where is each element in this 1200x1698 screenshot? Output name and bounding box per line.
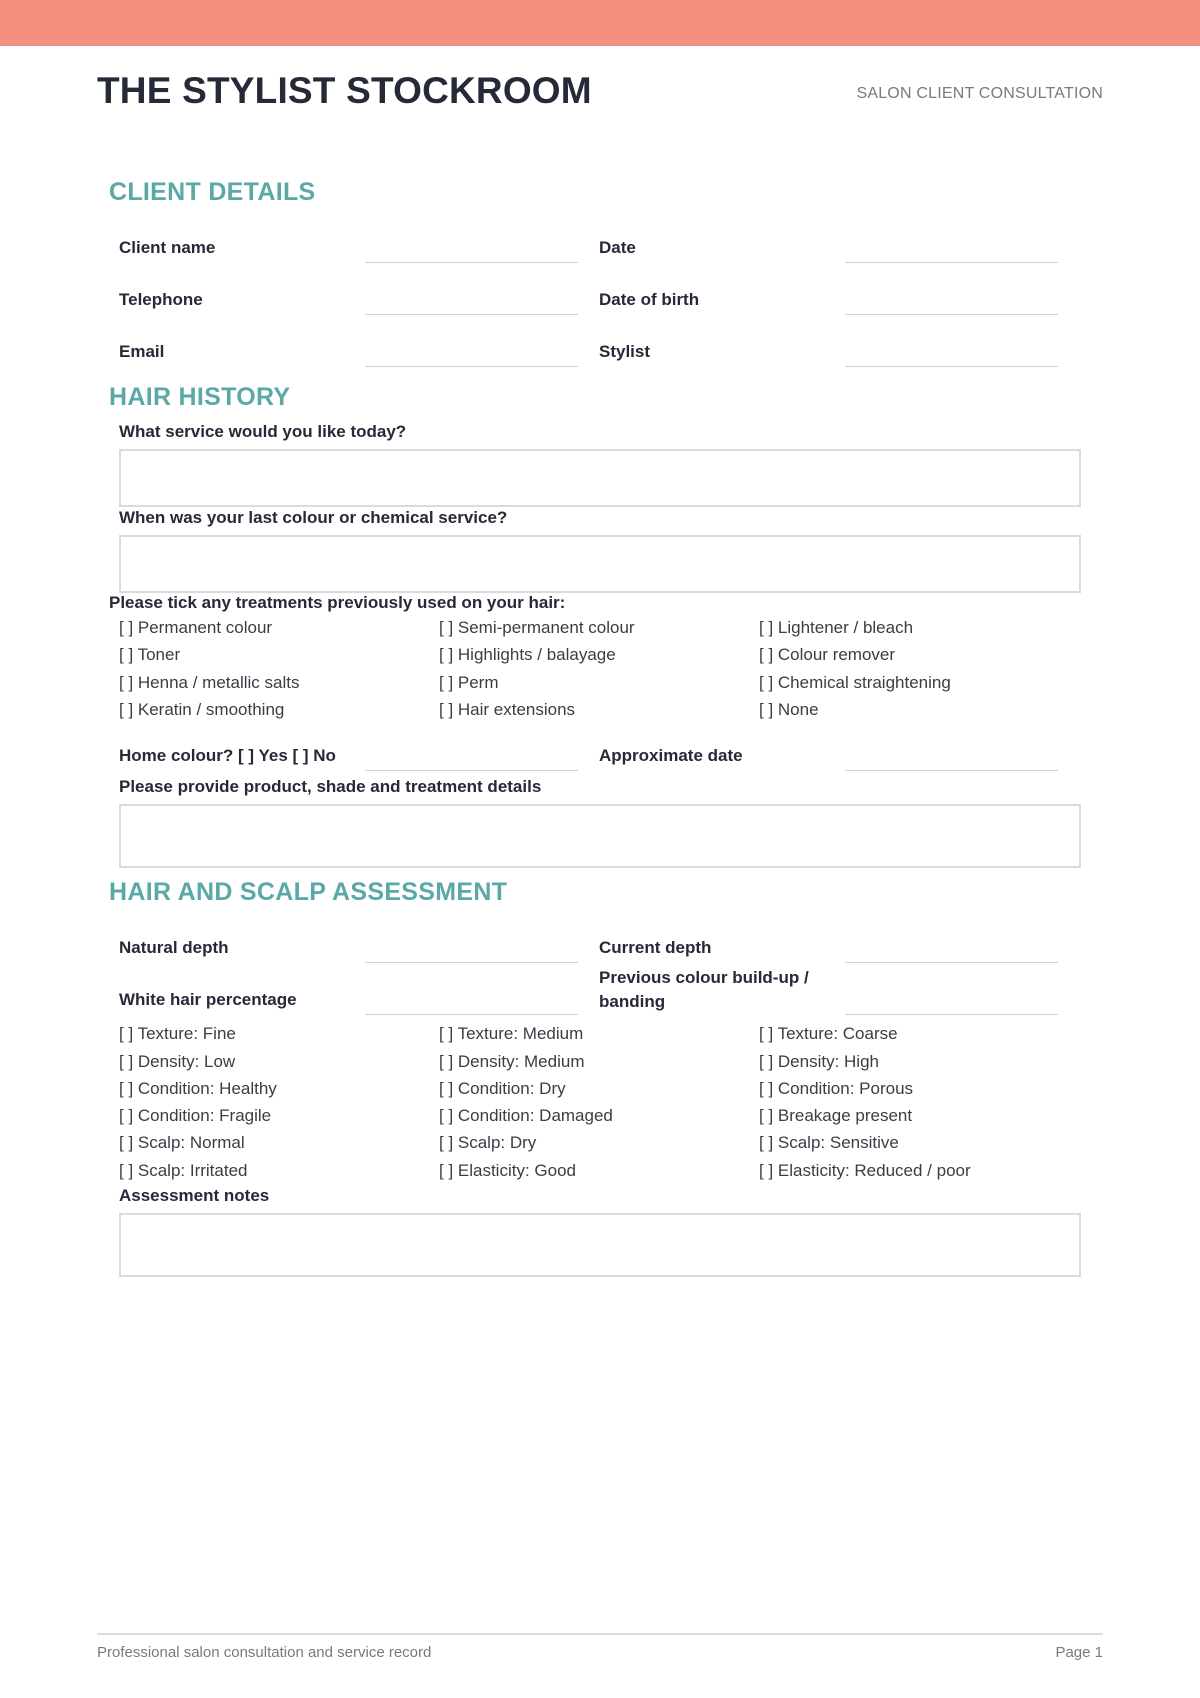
home-colour-field[interactable] (365, 770, 578, 771)
document-label: SALON CLIENT CONSULTATION (856, 85, 1103, 102)
assessment-checkbox[interactable]: [ ] Texture: Medium (439, 1024, 584, 1043)
treatments-prompt: Please tick any treatments previously used on your hair: (109, 593, 566, 612)
assessment-checkbox[interactable]: [ ] Condition: Dry (439, 1079, 566, 1098)
email-field[interactable] (365, 366, 578, 367)
assessment-checkbox[interactable]: [ ] Condition: Healthy (119, 1079, 277, 1098)
treatment-checkbox[interactable]: [ ] Hair extensions (439, 700, 576, 719)
assessment-checkbox[interactable]: [ ] Scalp: Normal (119, 1133, 245, 1152)
treatment-details-prompt: Please provide product, shade and treatment details (119, 777, 542, 796)
top-accent-bar (0, 0, 1200, 46)
treatment-details-box[interactable] (119, 804, 1081, 868)
treatment-checkbox[interactable]: [ ] Keratin / smoothing (119, 700, 285, 719)
assessment-checkbox[interactable]: [ ] Breakage present (759, 1106, 913, 1125)
treatment-checkbox[interactable]: [ ] Colour remover (759, 645, 896, 664)
treatment-checkbox[interactable]: [ ] Semi-permanent colour (439, 618, 635, 637)
client-name-field[interactable] (365, 262, 578, 263)
assessment-notes-box[interactable] (119, 1213, 1081, 1277)
page-number: Page 1 (1055, 1644, 1103, 1661)
natural-depth-label: Natural depth (119, 938, 229, 957)
treatment-checkbox[interactable]: [ ] Highlights / balayage (439, 645, 616, 664)
telephone-field[interactable] (365, 314, 578, 315)
assessment-checkbox[interactable]: [ ] Texture: Fine (119, 1024, 236, 1043)
natural-depth-field[interactable] (365, 962, 578, 963)
assessment-checkbox[interactable]: [ ] Condition: Damaged (439, 1106, 613, 1125)
white-hair-label: White hair percentage (119, 990, 297, 1009)
treatment-checkbox[interactable]: [ ] Henna / metallic salts (119, 673, 300, 692)
current-depth-field[interactable] (845, 962, 1058, 963)
date-field[interactable] (845, 262, 1058, 263)
footer-divider (97, 1633, 1103, 1635)
assessment-checkbox[interactable]: [ ] Scalp: Dry (439, 1133, 537, 1152)
section-title-assessment: HAIR AND SCALP ASSESSMENT (109, 878, 508, 906)
previous-buildup-field[interactable] (845, 1014, 1058, 1015)
service-question: What service would you like today? (119, 422, 407, 441)
section-title-hair-history: HAIR HISTORY (109, 383, 291, 411)
home-colour-question[interactable]: Home colour? [ ] Yes [ ] No (119, 746, 336, 765)
client-name-label: Client name (119, 238, 216, 257)
footer-description: Professional salon consultation and service record (97, 1644, 432, 1661)
telephone-label: Telephone (119, 290, 203, 309)
brand-title: THE STYLIST STOCKROOM (97, 70, 592, 111)
assessment-notes-label: Assessment notes (119, 1186, 270, 1205)
assessment-checkbox[interactable]: [ ] Texture: Coarse (759, 1024, 898, 1043)
treatment-checkbox[interactable]: [ ] Perm (439, 673, 499, 692)
assessment-checkbox[interactable]: [ ] Density: Low (119, 1052, 236, 1071)
date-of-birth-field[interactable] (845, 314, 1058, 315)
section-title-client-details: CLIENT DETAILS (109, 178, 316, 206)
assessment-checkbox[interactable]: [ ] Condition: Porous (759, 1079, 914, 1098)
assessment-checkbox[interactable]: [ ] Scalp: Irritated (119, 1161, 248, 1180)
treatment-checkbox[interactable]: [ ] Lightener / bleach (759, 618, 914, 637)
approximate-date-field[interactable] (845, 770, 1058, 771)
treatment-checkbox[interactable]: [ ] Permanent colour (119, 618, 273, 637)
stylist-label: Stylist (599, 342, 651, 361)
date-of-birth-label: Date of birth (599, 290, 700, 309)
email-label: Email (119, 342, 165, 361)
approximate-date-label: Approximate date (599, 746, 743, 765)
previous-buildup-label-line1: Previous colour build-up / (599, 968, 809, 987)
assessment-checkbox[interactable]: [ ] Condition: Fragile (119, 1106, 272, 1125)
last-colour-question: When was your last colour or chemical service? (119, 508, 508, 527)
treatment-checkbox[interactable]: [ ] Chemical straightening (759, 673, 951, 692)
assessment-checkbox[interactable]: [ ] Density: High (759, 1052, 879, 1071)
assessment-checkbox[interactable]: [ ] Density: Medium (439, 1052, 585, 1071)
last-colour-answer-box[interactable] (119, 535, 1081, 593)
white-hair-field[interactable] (365, 1014, 578, 1015)
stylist-field[interactable] (845, 366, 1058, 367)
service-answer-box[interactable] (119, 449, 1081, 507)
assessment-checkbox[interactable]: [ ] Scalp: Sensitive (759, 1133, 899, 1152)
assessment-checkbox[interactable]: [ ] Elasticity: Reduced / poor (759, 1161, 971, 1180)
treatment-checkbox[interactable]: [ ] Toner (119, 645, 181, 664)
assessment-checkbox[interactable]: [ ] Elasticity: Good (439, 1161, 576, 1180)
current-depth-label: Current depth (599, 938, 712, 957)
previous-buildup-label (599, 966, 809, 1014)
date-label: Date (599, 238, 636, 257)
treatment-checkbox[interactable]: [ ] None (759, 700, 819, 719)
previous-buildup-label-line2: banding (599, 992, 666, 1011)
